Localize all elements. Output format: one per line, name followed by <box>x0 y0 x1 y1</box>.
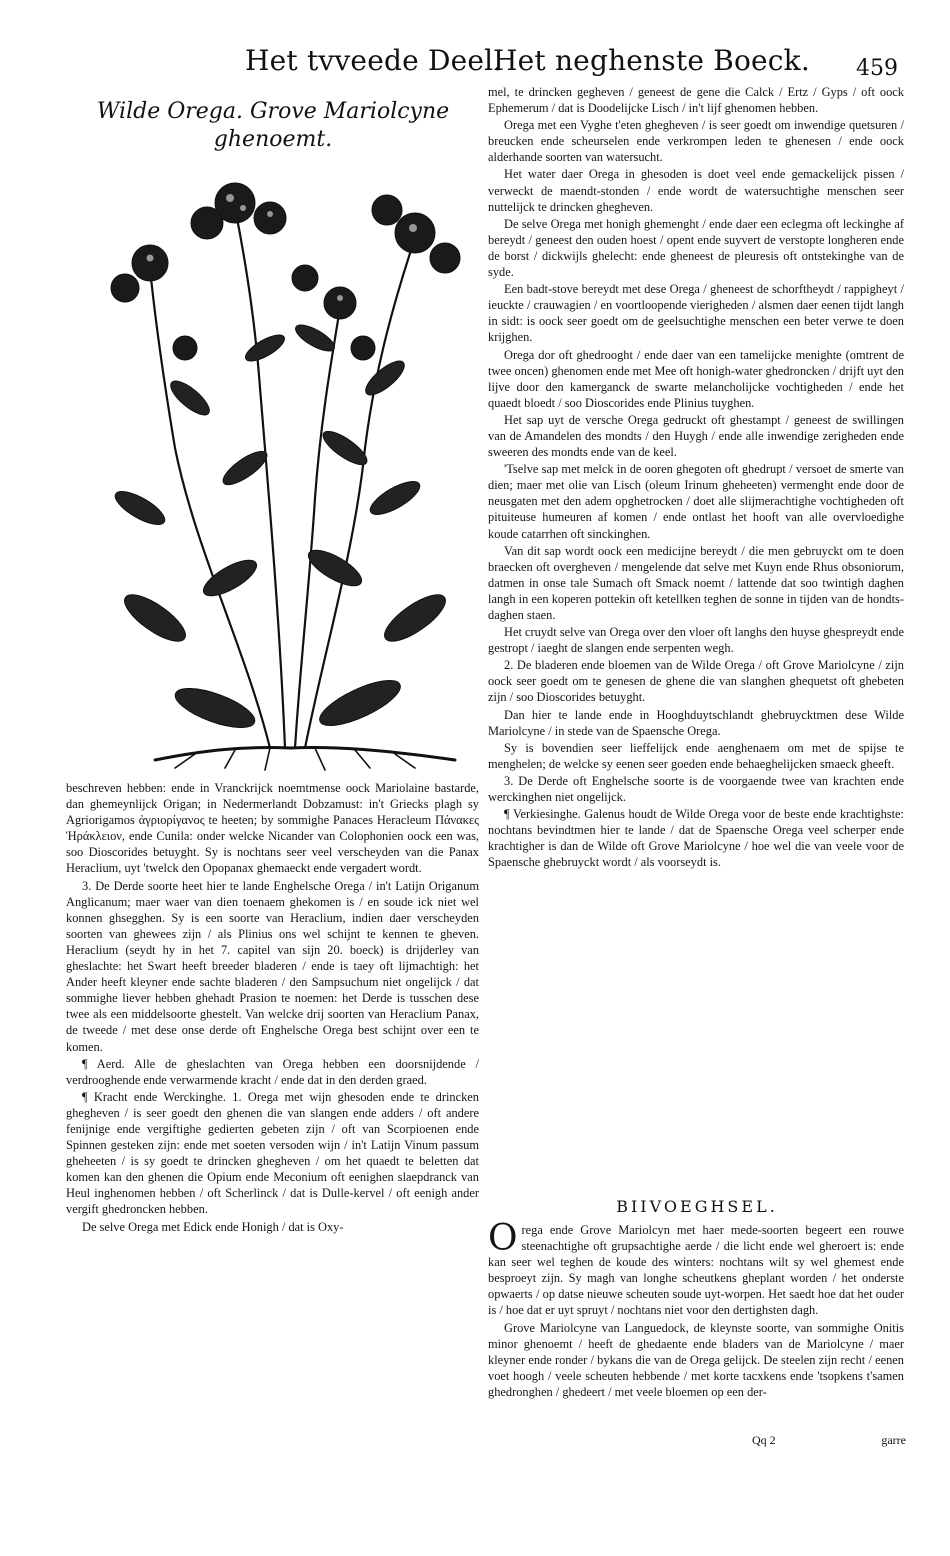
page-number: 459 <box>856 56 898 81</box>
paragraph: Orega dor oft ghedrooght / ende daer van een tamelijcke menighte (omtrent de twee oncen) ghenomen ende met Mee oft honigh-water ghedroncken / drijft uyt den lijve door den kamerganck de swarte melancholijcke vochtigheden / ende het quaedt bloedt / soo Dioscorides ende Plinius tuyghen. <box>488 347 904 410</box>
paragraph: Orega met een Vyghe t'eten ghegheven / is seer goedt om inwendige quetsuren / breucken ende scheurselen ende verkrompen leden te ghenesen / ende oock alderhande soorten van watersucht. <box>488 118 904 165</box>
flower-cluster <box>132 245 168 281</box>
leaf <box>292 320 338 356</box>
leaf <box>111 485 169 530</box>
running-head-left: Het tvveede Deel. <box>245 44 503 77</box>
leaf <box>118 587 192 650</box>
paragraph: Dan hier te lande ende in Hooghduytschlandt ghebruycktmen dese Wilde Mariolcyne / in stede van de Spaensche Orega. <box>488 707 904 738</box>
paragraph: Het cruydt selve van Orega over den vloer oft langhs den huyse ghespreydt ende gestropt / iaeght de slangen ende serpenten wegh. <box>488 625 904 656</box>
leaf <box>314 672 406 735</box>
paragraph: 3. De Derde oft Enghelsche soorte is de voorgaende twee van krachten ende werckinghen niet ongelijck. <box>488 773 904 805</box>
paragraph: De selve Orega met Edick ende Honigh / dat is Oxy- <box>82 1219 344 1234</box>
paragraph: Een badt-stove bereydt met dese Orega / gheneest de schorftheydt / rappigheyt / ieuckte / crauwagien / en voortloopende vierigheden / alsmen daer eenen tijdt langh in sidt: is oock seer goedt om de geelsuchtighe menschen een beter verwe te doen krijghen. <box>488 282 904 345</box>
printer-signature: Qq 2 <box>752 1433 776 1447</box>
paragraph: ¶ Kracht ende Werckinghe. 1. Orega met wijn ghesoden ende te drincken ghegheven / is seer goedt den ghenen die van slangen ende adders / oft andere fenijnige ende vergiftighe gedierten gebeten zijn / oft van Scorpioenen ende Spinnen gesteken zijn: ende met soeten versoden wijn / in't Latijn Vinum passum gheheeten / is sy goedt te drincken ghegheven / om het quaedt te beletten dat komen kan den ghenen die Opium ende Meconium oft eenighen slaepdranck van Heul inghenomen hebben / oft Scherlinck / dat is Dulle-kervel / oft eenigh ander vergift ghedroncken hebben. <box>66 1089 479 1217</box>
leaf <box>378 587 452 650</box>
paragraph: ¶ Aerd. Alle de gheslachten van Orega hebben een doorsnijdende / verdrooghende ende verwarmende kracht / ende dat in den derden graed. <box>66 1056 479 1087</box>
paragraph: 2. De bladeren ende bloemen van de Wilde Orega / oft Grove Mariolcyne / zijn oock seer goedt om te genesen de ghene die van slanghen ghequetst oft ghebeten zijn / soo Dioscorides betuyght. <box>488 658 904 705</box>
flower-cluster <box>430 243 460 273</box>
leaf <box>219 446 272 491</box>
leaf <box>166 376 214 421</box>
leaf <box>304 543 367 592</box>
oregano-plant-woodcut <box>95 148 475 776</box>
flower-cluster <box>173 336 197 360</box>
flower-cluster <box>395 213 435 253</box>
left-text-column <box>66 780 479 1236</box>
plant-stem-inner <box>295 308 340 748</box>
catchword: garre <box>881 1433 906 1447</box>
bivoeghsel-text <box>488 1218 904 1401</box>
leaf <box>242 330 288 366</box>
flower-cluster <box>324 287 356 319</box>
leaf <box>171 680 260 735</box>
flower-cluster <box>351 336 375 360</box>
paragraph: Van dit sap wordt oock een medicijne bereydt / die men gebruyckt om te doen braecken oft overgheven / mengelende dat selve met Kuyn ende Rhus obsoniorum, datmen in onse tale Sumach oft Smack noemt / lattende dat soo twintigh daghen langh in een koperen pottekin oft ketellken teghen de sonne in tijden van de hondts-daghen staen. <box>488 543 904 622</box>
paragraph-text: rega ende Grove Mariolcyn met haer mede-soorten begeert een rouwe steenachtighe oft grupsachtighe aerde / die licht ende wel gheroert is: ende kan seer wel teghen de koude des winters: nochtans wilt sy wel ghemest ende besproeyt zijn. Sy magh van longhe scheutkens gheplant worden / het onderste opwaerts / op datse nieuwe scheuten soude uyt-worpen. Het saedt hoe dat het ouder is / hoe dat er uyt spruyt / nochtans niet voor den dertighsten dagh. <box>488 1223 904 1318</box>
section-heading-bivoeghsel: BIIVOEGHSEL. <box>616 1197 778 1216</box>
leaf <box>319 426 372 471</box>
root-line <box>155 748 455 761</box>
paragraph: Sy is bovendien seer lieffelijck ende aenghenaem om met de spijse te menghelen; de welcke sy eenen seer goeden ende behaeghelijcken smaeck gheeft. <box>488 740 904 771</box>
plant-stem-left <box>150 268 270 748</box>
flower-cluster <box>111 274 139 302</box>
paragraph: Het water daer Orega in ghesoden is doet veel ende gemackelijck pissen / verweckt de maendt-stonden / ende wordt de watersuchtighe menschen seer nuttelijck te drincken ghegheven. <box>488 167 904 214</box>
leaf <box>366 475 424 520</box>
flower-cluster <box>372 195 402 225</box>
paragraph: ¶ Verkiesinghe. Galenus houdt de Wilde Orega voor de beste ende krachtighste: nochtans bevindtmen hier te lande / dat de Spaensche Orega veel scherper ende krachtigher is dan de Wilde oft Grove Mariolcyne / hoe wel die van veele voor de Spaensche ghebruyckt wordt / als voorseydt is. <box>488 807 904 870</box>
running-head-right: Het neghenste Boeck. <box>493 44 810 77</box>
paragraph: Grove Mariolcyne van Languedock, de kleynste soorte, van sommighe Onitis minor ghenoemt / heeft de ghedaente ende bladers van de Mariolcyne / maer kleyner ende ronder / bykans die van de Orega gelijck. De steelen zijn recht / eenen voet hoogh / veele scheuten hebbende / met korte tacxkens ende 'tsopkens t'samen ghedronghen / ghedeert / met veele bloemen op een der- <box>488 1320 904 1399</box>
figure-caption: Wilde Orega. Grove Mariolcyne ghenoemt. <box>96 99 450 152</box>
flower-cluster <box>191 207 223 239</box>
paragraph: beschreven hebben: ende in Vranckrijck noemtmense oock Mariolaine bastarde, dan ghemeynlijck Origan; in Nedermerlandt Dobzamust: in't Griecks plagh sy Agriorigamos ἀγριορίγανος te heeten; by sommighe Panaces Heracleum Πάνακες Ἡράκλειον, ende Cunila: onder welcke Nicander van Colophonien oock een was, soo Dioscorides betuyght. Sy is nochtans seer veel verscheyden van die Panax Heraclium, uyt 'twelck den Opopanax ghemaeckt ende vergadert wordt. <box>66 781 479 876</box>
flower-cluster <box>254 202 286 234</box>
paragraph: 'Tselve sap met melck in de ooren ghegoten oft ghedrupt / versoet de smerte van dien; maer met olie van Lisch (oleum Irinum gheheeten) vermenght ende door de neusgaten met den adem opghetrocken / doet alle slijmerachtighe vochtigheden oft pituiteuse humeuren af komen / ende ontlast het hooft van alle overvloedighe koude catarrhen oft sinckinghen. <box>488 462 904 541</box>
paragraph-with-dropcap <box>488 1218 904 1319</box>
leaf <box>361 356 409 401</box>
paragraph: mel, te drincken gegheven / geneest de gene die Calck / Ertz / Gyps / oft oock Ephemerum / dat is Doodelijcke Lisch / in't lijf ghenomen hebben. <box>488 85 904 116</box>
drop-cap: O <box>488 1218 518 1259</box>
paragraph: Het sap uyt de versche Orega gedruckt oft ghestampt / geneest de swillingen van de Amandelen des mondts / den Huygh / ende alle inwendige zerigheden ende sweeren des mondts ende van de keel. <box>488 412 904 460</box>
right-text-column <box>488 84 904 872</box>
paragraph: 3. De Derde soorte heet hier te lande Enghelsche Orega / in't Latijn Origanum Anglicanum; maer waer van dien toenaem ghekomen is / en soude ick niet wel konnen ghsegghen. Sy is een soorte van Heraclium, indien daer verscheyden soorten van ghewees zijn / als Plinius ons wel schijnt te kennen te gheven. Heraclium (seydt hy in het 7. capitel van sijn 20. boeck) is drijderley van gheslachte: het Swart heeft breeder bladeren / ende is taey oft lijmachtigh: het Ander heeft kleyner ende sachte bladeren / den Sampsuchum niet ongelijck / dat sommighe liever hebben ghehadt Prasion te noemen: het Derde is tusschen dese twee als een middelsoorte ghestelt. Van welcke drij soorten van Heraclium Panax, de tweede / met dese onse derde oft Enghelsche Orega best schijnt over een te komen. <box>66 878 479 1054</box>
flower-cluster <box>292 265 318 291</box>
paragraph: De selve Orega met honigh ghemenght / ende daer een eclegma oft leckinghe af bereydt / geneest den ouden hoest / opent ende suyvert de verstopte longheren ende de borst / dickwijls ghelecht: ende gheneest de pleuresis oft ontstekinghe van de syde. <box>488 216 904 280</box>
